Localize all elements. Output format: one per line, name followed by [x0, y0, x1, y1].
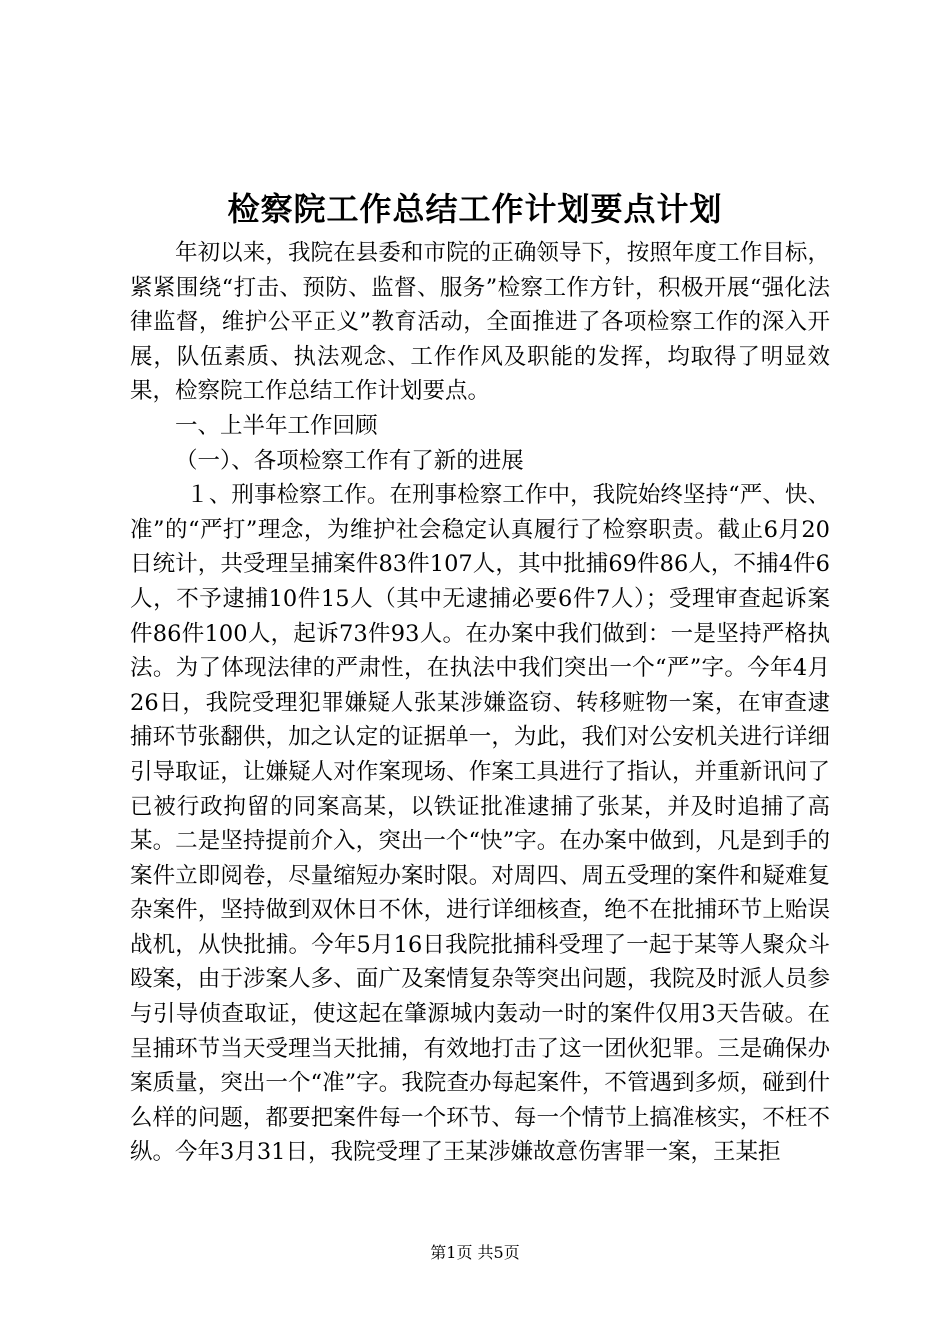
- document-title: 检察院工作总结工作计划要点计划: [227, 190, 723, 228]
- paragraph-criminal-prosecution: １、刑事检察工作。在刑事检察工作中，我院始终坚持“严、快、准”的“严打”理念，为维护社会稳定认真履行了检察职责。截止6月20日统计，共受理呈捕案件83件107人，其中批捕69件86人，不捕4件6人，不予逮捕10件15人（其中无逮捕必要6件7人）；受理审查起诉案件86件100人，起诉73件93人。在办案中我们做到：一是坚持严格执法。为了体现法律的严肃性，在执法中我们突出一个“严”字。今年4月26日，我院受理犯罪嫌疑人张某涉嫌盗窃、转移赃物一案，在审查逮捕环节张翻供，加之认定的证据单一，为此，我们对公安机关进行详细引导取证，让嫌疑人对作案现场、作案工具进行了指认，并重新讯问了已被行政拘留的同案高某，以铁证批准逮捕了张某，并及时追捕了高某。二是坚持提前介入，突出一个“快”字。在办案中做到，凡是到手的案件立即阅卷，尽量缩短办案时限。对周四、周五受理的案件和疑难复杂案件，坚持做到双休日不休，进行详细核查，绝不在批捕环节上贻误战机，从快批捕。今年5月16日我院批捕科受理了一起于某等人聚众斗殴案，由于涉案人多、面广及案情复杂等突出问题，我院及时派人员参与引导侦查取证，使这起在肇源城内轰动一时的案件仅用3天告破。在呈捕环节当天受理当天批捕，有效地打击了这一团伙犯罪。三是确保办案质量，突出一个“准”字。我院查办每起案件，不管遇到多烦，碰到什么样的问题，都要把案件每一个环节、每一个情节上搞准核实，不枉不纵。今年3月31日，我院受理了王某涉嫌故意伤害罪一案，王某拒: [130, 482, 830, 1166]
- paragraph-intro: 年初以来，我院在县委和市院的正确领导下，按照年度工作目标，紧紧围绕“打击、预防、监督、服务”检察工作方针，积极开展“强化法律监督，维护公平正义”教育活动，全面推进了各项检察工作的深入开展，队伍素质、执法观念、工作作风及职能的发挥，均取得了明显效果，检察院工作总结工作计划要点。: [130, 240, 830, 405]
- section-heading: 一、上半年工作回顾: [175, 412, 378, 439]
- subsection-heading: （一）、各项检察工作有了新的进展: [175, 447, 524, 474]
- page-number: 第1页 共5页: [430, 1243, 520, 1262]
- document-body: [130, 236, 830, 1170]
